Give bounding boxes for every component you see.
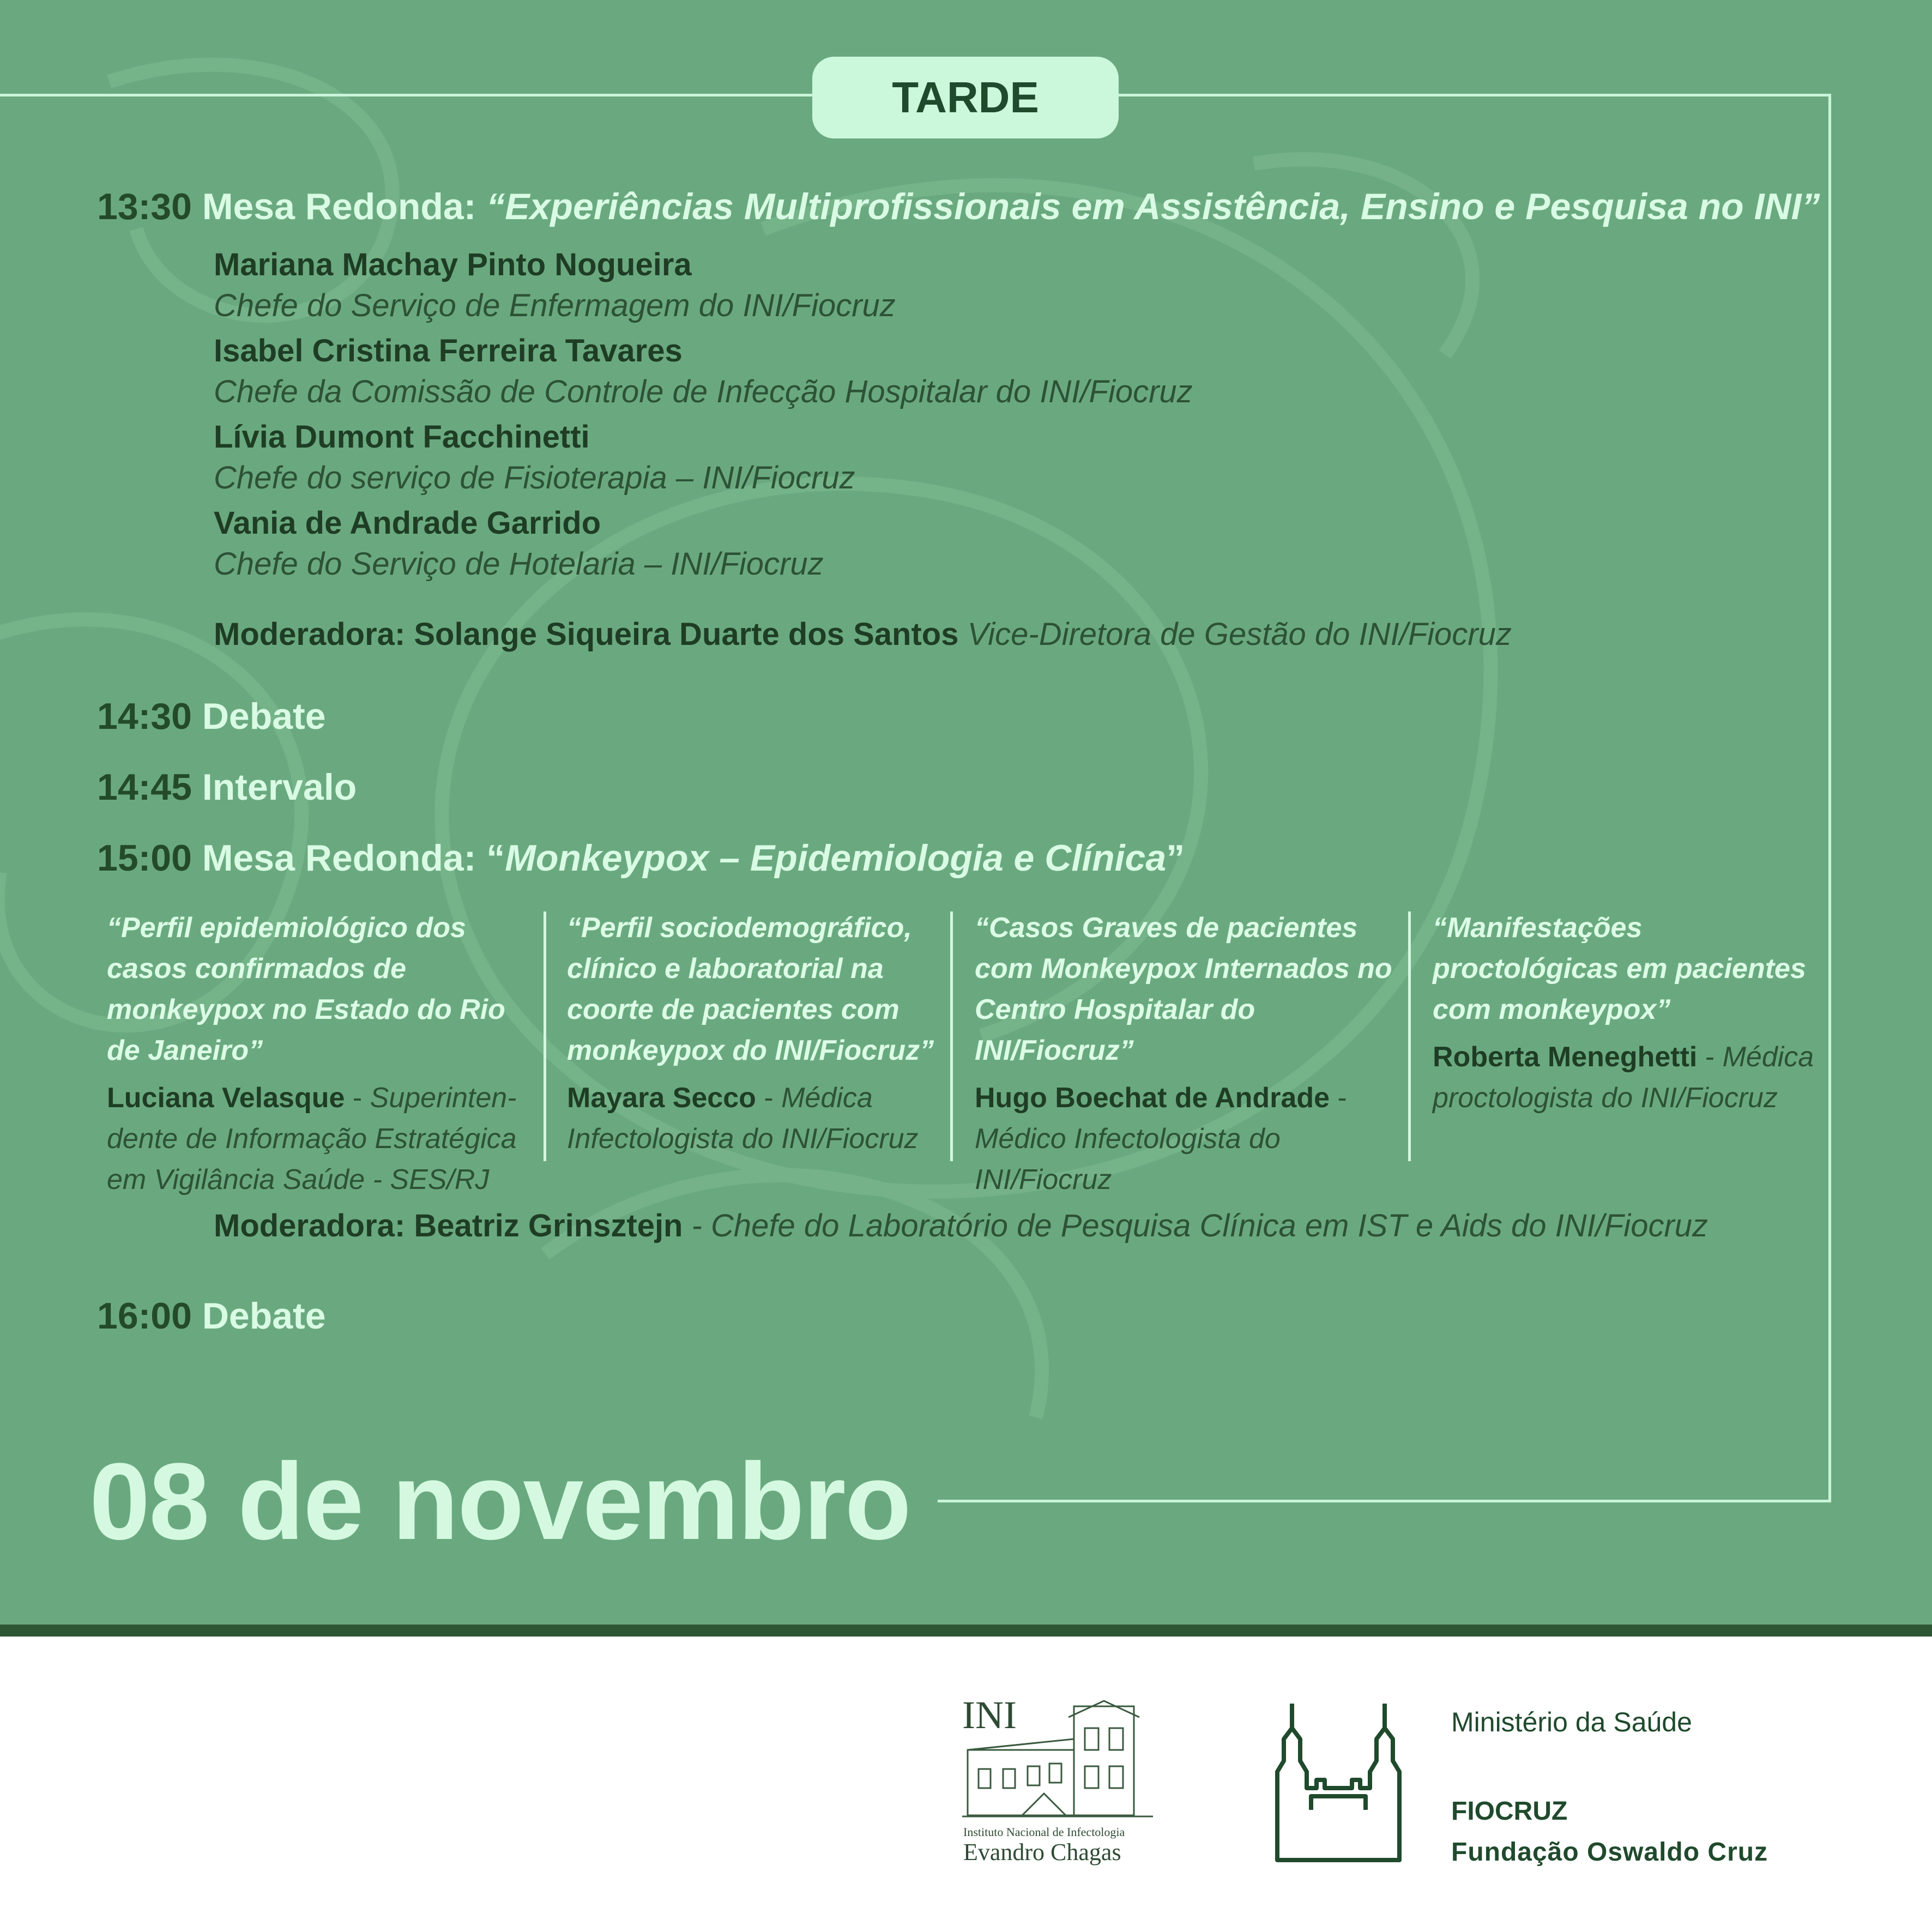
- talk-3-speaker-role: Médico Infectologista do INI/Fiocruz: [975, 1123, 1281, 1196]
- debate1-time: 14:30: [97, 696, 192, 737]
- debate2-time: 16:00: [97, 1295, 192, 1337]
- session2-label-close: ”: [1166, 837, 1185, 879]
- column-divider-3: [1408, 911, 1411, 1161]
- ministry-label: Ministério da Saúde: [1451, 1707, 1692, 1737]
- debate1-label: Debate: [202, 696, 326, 737]
- talk-3-speaker: [975, 1078, 1400, 1200]
- talk-2-speaker-role: Médica Infectologista do INI/Fiocruz: [567, 1082, 919, 1155]
- speaker-4: [214, 505, 824, 582]
- speaker-3-role: Chefe do serviço de Fisioterapia – INI/Fiocruz: [214, 460, 855, 496]
- speaker-3-name: Lívia Dumont Facchinetti: [214, 419, 590, 455]
- session2-title: Monkeypox – Epidemiologia e Clínica: [505, 837, 1167, 879]
- talk-4-title: “Manifestações proctológicas em pacientes com monkeypox”: [1433, 912, 1806, 1025]
- debate2-label: Debate: [202, 1295, 326, 1337]
- talk-4-speaker: [1433, 1037, 1825, 1119]
- session1-moderator-role: Vice-Diretora de Gestão do INI/Fiocruz: [958, 617, 1512, 652]
- frame-line-top-right: [1119, 94, 1831, 96]
- speaker-1: [214, 246, 896, 324]
- column-divider-2: [950, 911, 953, 1161]
- speaker-1-name: Mariana Machay Pinto Nogueira: [214, 247, 692, 282]
- session1-heading: [97, 185, 1820, 228]
- talk-2-title: “Perfil sociodemográfico, clínico e laboratorial na coorte de pacientes com monkeypox do INI/Fiocruz”: [567, 912, 934, 1066]
- fiocruz-full-label: Fundação Oswaldo Cruz: [1451, 1838, 1768, 1867]
- frame-line-top-left: [0, 94, 812, 96]
- talk-1-sep: -: [345, 1082, 370, 1114]
- session2-moderator-name: Beatriz Grinsztejn: [414, 1208, 683, 1243]
- session2-heading: [97, 837, 1185, 879]
- speaker-2: [214, 333, 1193, 410]
- ini-logo-line1: Instituto Nacional de Infectologia: [963, 1825, 1125, 1839]
- session2-moderator-role: - Chefe do Laboratório de Pesquisa Clínica em IST e Aids do INI/Fiocruz: [683, 1208, 1708, 1243]
- speaker-3: [214, 419, 855, 496]
- talk-4-speaker-name: Roberta Meneghetti: [1433, 1041, 1698, 1073]
- break-row: [97, 766, 357, 808]
- session1-moderator: [214, 616, 1512, 653]
- talk-1-speaker-role: Superinten-dente de Informação Estratégica em Vigilância Saúde - SES/RJ: [107, 1082, 517, 1196]
- break-time: 14:45: [97, 766, 192, 808]
- talk-3-speaker-name: Hugo Boechat de Andrade: [975, 1082, 1330, 1114]
- footer-divider-band: [0, 1625, 1932, 1637]
- session1-moderator-name: Solange Siqueira Duarte dos Santos: [414, 617, 959, 652]
- fiocruz-short-label: FIOCRUZ: [1451, 1797, 1568, 1826]
- talk-1-title: “Perfil epidemiológico dos casos confirmados de monkeypox no Estado do Rio de Janeiro”: [107, 912, 505, 1066]
- talk-4-sep: -: [1697, 1041, 1723, 1073]
- talk-3-title: “Casos Graves de pacientes com Monkeypox Internados no Centro Hospitalar do INI/Fiocruz”: [975, 912, 1392, 1066]
- talk-4: [1433, 908, 1825, 1119]
- column-divider-1: [544, 911, 546, 1161]
- period-badge: TARDE: [812, 57, 1119, 138]
- talk-2-sep: -: [756, 1082, 782, 1114]
- session2-moderator: [214, 1208, 1708, 1244]
- ini-logo-letters: INI: [962, 1695, 1017, 1737]
- fiocruz-castle-logo-icon: [1273, 1701, 1404, 1864]
- frame-line-right: [1828, 94, 1831, 1502]
- speaker-2-name: Isabel Cristina Ferreira Tavares: [214, 333, 683, 369]
- break-label: Intervalo: [202, 766, 357, 808]
- debate1-row: [97, 695, 326, 738]
- speaker-1-role: Chefe do Serviço de Enfermagem do INI/Fiocruz: [214, 288, 896, 323]
- debate2-row: [97, 1295, 326, 1337]
- talk-1-speaker-name: Luciana Velasque: [107, 1082, 345, 1114]
- talk-1: [107, 908, 521, 1200]
- session1-time: 13:30: [97, 186, 192, 227]
- session1-label: Mesa Redonda:: [202, 186, 487, 227]
- event-date: 08 de novembro: [89, 1441, 910, 1562]
- session1-title: “Experiências Multiprofissionais em Assistência, Ensino e Pesquisa no INI”: [486, 186, 1820, 227]
- session2-label: Mesa Redonda: “: [202, 837, 505, 879]
- talk-2-speaker: [567, 1078, 949, 1160]
- speaker-4-role: Chefe do Serviço de Hotelaria – INI/Fiocruz: [214, 546, 824, 582]
- talk-1-speaker: [107, 1078, 521, 1200]
- session1-moderator-label: Moderadora:: [214, 617, 414, 652]
- talk-3-sep: -: [1330, 1082, 1347, 1114]
- ini-building-logo-icon: [962, 1695, 1158, 1875]
- session2-time: 15:00: [97, 837, 192, 879]
- speaker-2-role: Chefe da Comissão de Controle de Infecção Hospitalar do INI/Fiocruz: [214, 374, 1193, 409]
- speaker-4-name: Vania de Andrade Garrido: [214, 505, 601, 541]
- talk-2: [567, 908, 949, 1160]
- session2-moderator-label: Moderadora:: [214, 1208, 414, 1243]
- talk-2-speaker-name: Mayara Secco: [567, 1082, 756, 1114]
- frame-line-bottom: [938, 1500, 1831, 1502]
- talk-4-speaker-role: Médica proctologista do INI/Fiocruz: [1433, 1041, 1814, 1114]
- ini-logo-line2: Evandro Chagas: [963, 1839, 1121, 1865]
- talk-3: [975, 908, 1400, 1200]
